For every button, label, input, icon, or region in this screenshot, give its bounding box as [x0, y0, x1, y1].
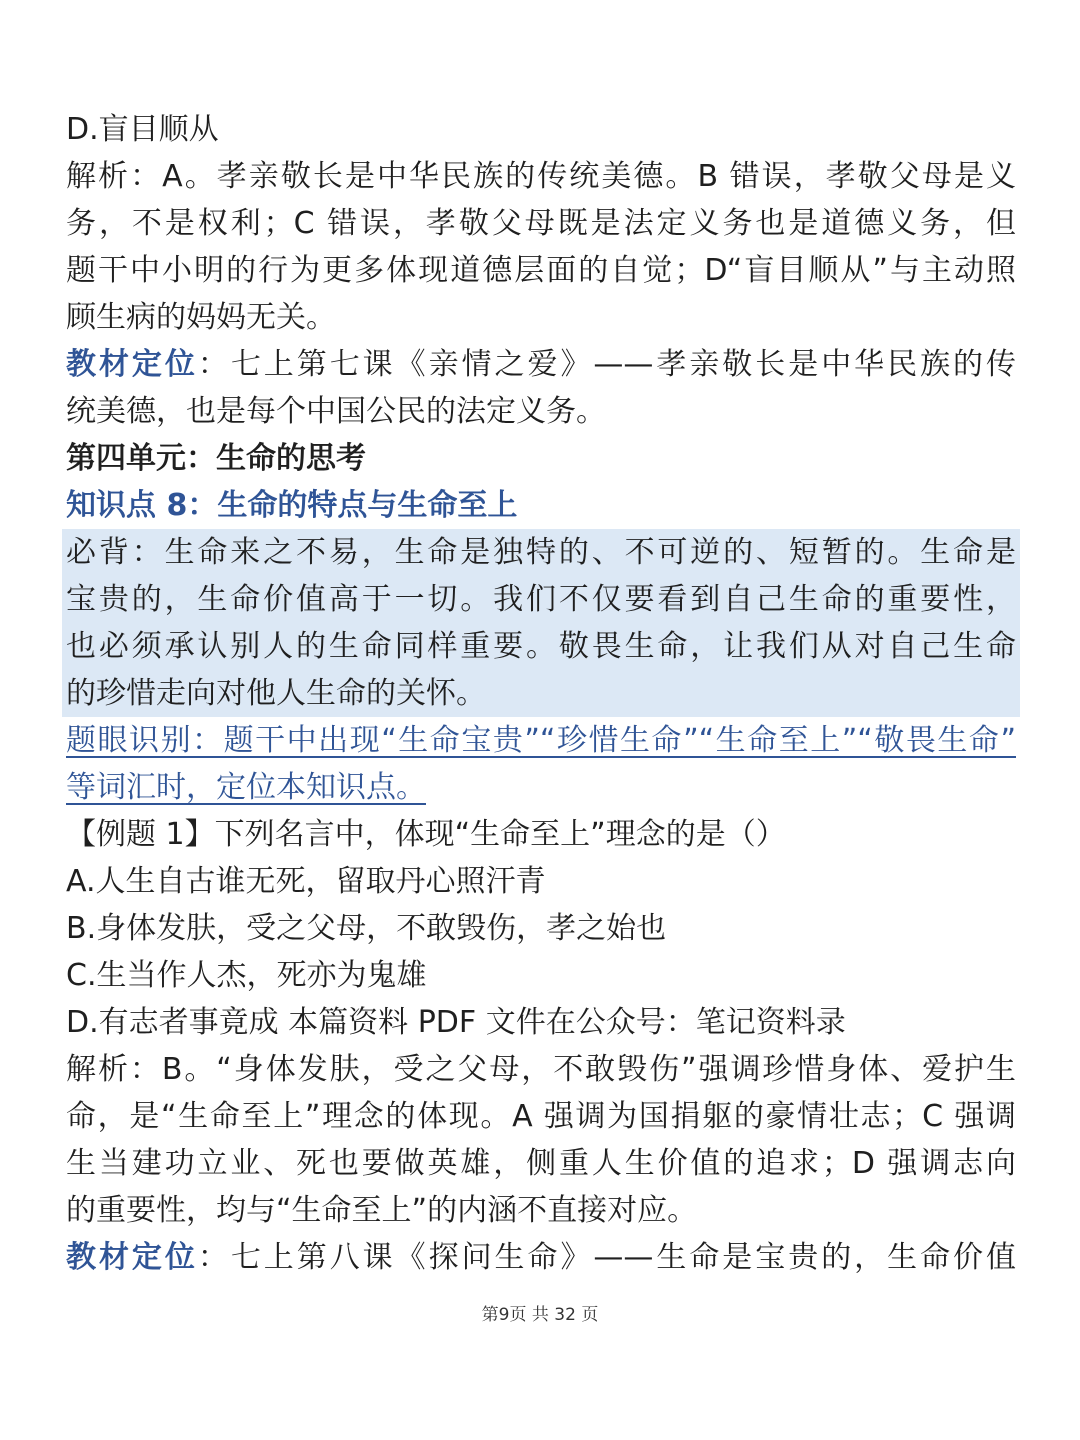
- must-memorize-box: [62, 529, 1020, 717]
- textbook-location-1-line-1: 教材定位：七上第七课《亲情之爱》——孝亲敬长是中华民族的传: [66, 347, 1016, 382]
- must-memorize-line-2: 宝贵的，生命价值高于一切。我们不仅要看到自己生命的重要性，: [66, 582, 1016, 617]
- must-memorize-line-4: 的珍惜走向对他人生命的关怀。: [66, 676, 486, 711]
- analysis-label: 解析: [66, 1052, 130, 1087]
- analysis-2-line-4: 的重要性，均与“生命至上”的内涵不直接对应。: [66, 1193, 698, 1228]
- analysis-2-line-3: 生当建功立业、死也要做英雄，侧重人生价值的追求；D 强调志向: [66, 1146, 1016, 1181]
- analysis-1-line-1: 解析：A。孝亲敬长是中华民族的传统美德。B 错误，孝敬父母是义: [66, 159, 1016, 194]
- textbook-location-1-line-2: 统美德，也是每个中国公民的法定义务。: [66, 394, 606, 429]
- analysis-1-line-4: 顾生病的妈妈无关。: [66, 300, 336, 335]
- document-page: [66, 106, 1016, 1281]
- keyword-identify-line-2: 等词汇时，定位本知识点。: [66, 770, 426, 805]
- textbook-location-2-line-1: 教材定位：七上第八课《探问生命》——生命是宝贵的，生命价值: [66, 1240, 1016, 1275]
- option-b: B.身体发肤，受之父母，不敢毁伤，孝之始也: [66, 911, 667, 946]
- analysis-label: 解析: [66, 159, 131, 194]
- unit-title: 第四单元：生命的思考: [66, 441, 366, 476]
- analysis-2-line-2: 命，是“生命至上”理念的体现。A 强调为国捐躯的豪情壮志；C 强调: [66, 1099, 1016, 1134]
- analysis-1-line-3: 题干中小明的行为更多体现道德层面的自觉；D“盲目顺从”与主动照: [66, 253, 1016, 288]
- must-memorize-line-1: 必背：生命来之不易，生命是独特的、不可逆的、短暂的。生命是: [66, 535, 1016, 570]
- textbook-location-label: 教材定位: [66, 1240, 198, 1275]
- example-question-title: 【例题 1】下列名言中，体现“生命至上”理念的是（）: [66, 817, 786, 852]
- option-a: A.人生自古谁无死，留取丹心照汗青: [66, 864, 546, 899]
- must-memorize-line-3: 也必须承认别人的生命同样重要。敬畏生命，让我们从对自己生命: [66, 629, 1016, 664]
- analysis-1-line-2: 务，不是权利；C 错误，孝敬父母既是法定义务也是道德义务，但: [66, 206, 1016, 241]
- page-number-footer: 第9页 共 32 页: [481, 1305, 599, 1325]
- keyword-identify-line-1: 题眼识别：题干中出现“生命宝贵”“珍惜生命”“生命至上”“敬畏生命”: [66, 723, 1016, 758]
- option-c: C.生当作人杰，死亦为鬼雄: [66, 958, 427, 993]
- knowledge-point-title: 知识点 8：生命的特点与生命至上: [66, 488, 518, 523]
- option-d-previous: D.盲目顺从: [66, 112, 219, 147]
- analysis-2-line-1: 解析：B。“身体发肤，受之父母，不敢毁伤”强调珍惜身体、爱护生: [66, 1052, 1016, 1087]
- textbook-location-label: 教材定位: [66, 347, 198, 382]
- option-d: D.有志者事竟成 本篇资料 PDF 文件在公众号：笔记资料录: [66, 1005, 846, 1040]
